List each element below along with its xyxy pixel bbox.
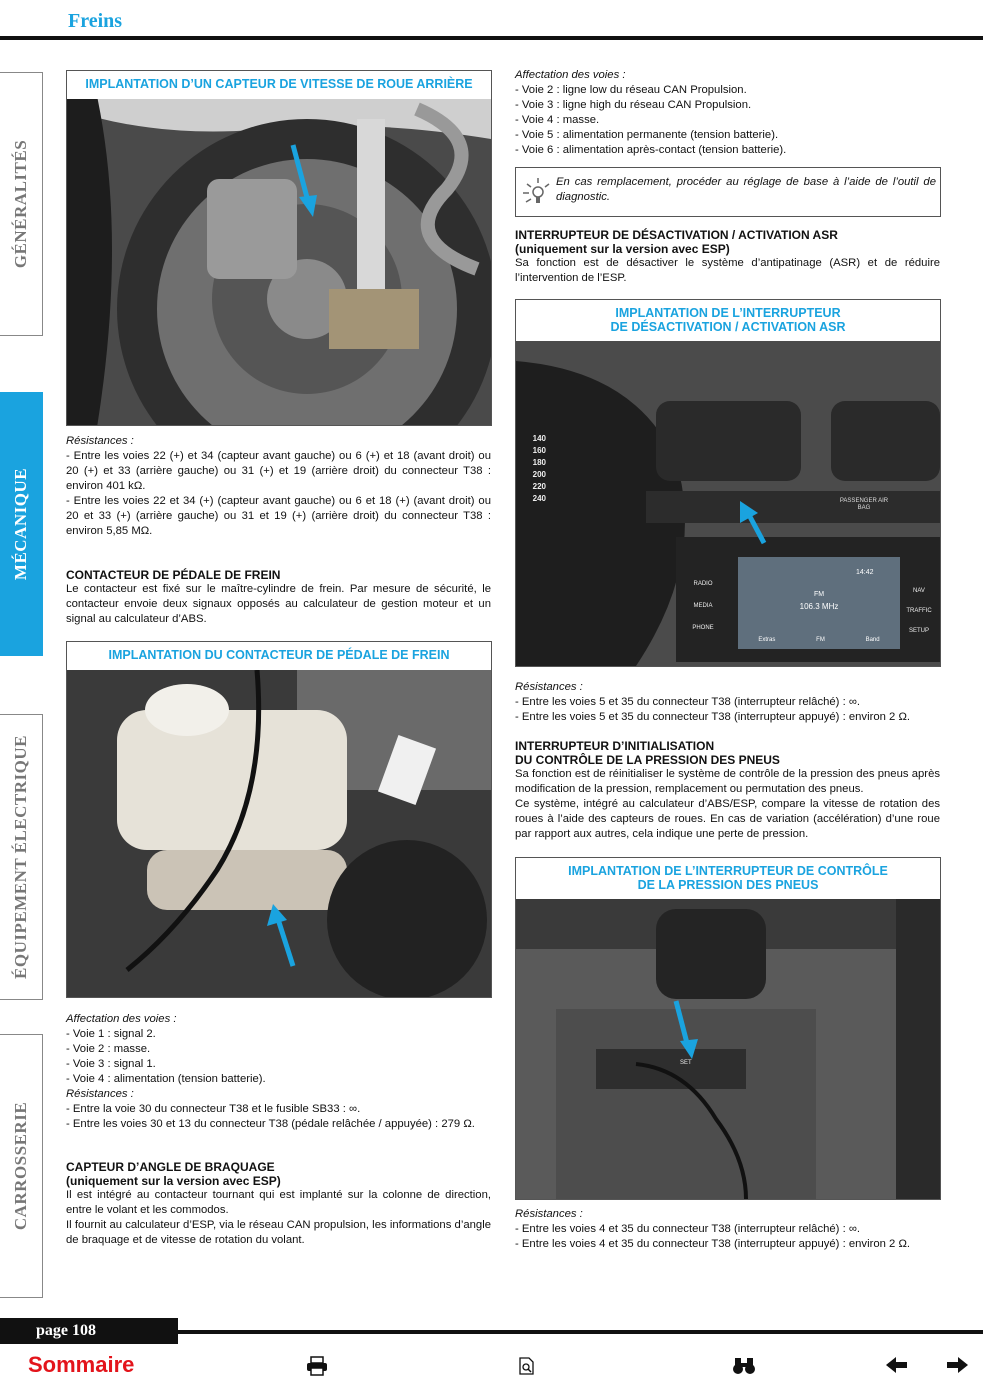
tab-mecanique[interactable] [0, 392, 43, 656]
radio-button-label: TRAFFIC [906, 608, 932, 614]
assignment-line: - Voie 1 : signal 2. [66, 1028, 156, 1040]
photo-glovebox-area [516, 899, 940, 1199]
speed-label: 240 [532, 494, 546, 503]
assignment-line: - Voie 4 : alimentation (tension batterie). [66, 1073, 266, 1085]
assignment-line: - Voie 2 : masse. [66, 1043, 151, 1055]
assignment-line: - Voie 5 : alimentation permanente (tension batterie). [515, 129, 779, 141]
tpms-set-label: SET [680, 1060, 692, 1066]
section-heading: INTERRUPTEUR DE DÉSACTIVATION / ACTIVATION ASR [515, 228, 838, 242]
radio-button-label: MEDIA [693, 603, 713, 609]
resistance-line: - Entre la voie 30 du connecteur T38 et le fusible SB33 : ∞. [66, 1103, 361, 1115]
figure-brake-pedal-switch [66, 641, 492, 998]
section-text: Il est intégré au contacteur tournant qui est implanté sur la colonne de direction, entre le volant et les commodos. [66, 1189, 491, 1216]
resistances-wheel-sensor [66, 434, 491, 539]
speed-label: 180 [532, 458, 546, 467]
arrow-right-icon[interactable] [946, 1356, 968, 1380]
section-text: Sa fonction est de réinitialiser le système de contrôle de la pression des pneus après modification de la pression, remplacement ou permutation des pneus. [515, 768, 940, 795]
assignment-label: Affectation des voies : [515, 69, 626, 81]
resistances-label: Résistances : [66, 435, 134, 447]
radio-left-buttons [686, 573, 720, 639]
wheel-sensor-assignment [515, 68, 940, 158]
screen-tabs [738, 637, 900, 643]
footer-rule [178, 1330, 983, 1334]
figure-title: IMPLANTATION D’UN CAPTEUR DE VITESSE DE ROUE ARRIÈRE [85, 77, 473, 91]
arrow-left-icon[interactable] [886, 1356, 908, 1380]
assignment-label: Affectation des voies : [66, 1013, 177, 1025]
resistance-line: - Entre les voies 22 et 34 (+) (capteur avant gauche) ou 6 et 18 (+) (avant droit) ou 20 et 33 (+) (arrière gauche) ou 31 et 19 (+) (arrière droit) du connecteur T38 : environ 5,85 MΩ. [66, 495, 491, 537]
screen-tab: FM [816, 637, 825, 643]
section-text: Le contacteur est fixé sur le maître-cylindre de frein. Par mesure de sécurité, le contacteur envoie deux signaux opposés au calculateur de gestion moteur et un signal au calculateur d’ABS. [66, 583, 491, 625]
section-tpms-switch [515, 739, 940, 842]
page-number-text: page 108 [36, 1322, 96, 1339]
resistances-label: Résistances : [66, 1088, 134, 1100]
section-heading: INTERRUPTEUR D’INITIALISATION [515, 739, 715, 753]
assignment-line: - Voie 3 : ligne high du réseau CAN Propulsion. [515, 99, 752, 111]
note-box [515, 167, 941, 217]
resistance-line: - Entre les voies 5 et 35 du connecteur T38 (interrupteur appuyé) : environ 2 Ω. [515, 711, 911, 723]
assignment-line: - Voie 4 : masse. [515, 114, 600, 126]
tab-label: CARROSSERIE [11, 1101, 30, 1231]
tab-label: GÉNÉRALITÉS [11, 139, 30, 269]
passenger-airbag-label: PASSENGER AIR BAG [839, 498, 889, 511]
page-number [0, 1318, 178, 1344]
figure-title: IMPLANTATION DU CONTACTEUR DE PÉDALE DE FREIN [108, 648, 450, 662]
assignment-line: - Voie 3 : signal 1. [66, 1058, 156, 1070]
resistance-line: - Entre les voies 5 et 35 du connecteur T38 (interrupteur relâché) : ∞. [515, 696, 861, 708]
assignment-line: - Voie 6 : alimentation après-contact (tension batterie). [515, 144, 787, 156]
photo-master-cylinder [67, 670, 491, 997]
figure-asr-switch [515, 299, 941, 667]
tab-equipement-electrique[interactable] [0, 714, 43, 1000]
note-text: En cas remplacement, procéder au réglage de base à l’aide de l’outil de diagnostic. [556, 176, 936, 203]
resistance-line: - Entre les voies 4 et 35 du connecteur T38 (interrupteur appuyé) : environ 2 Ω. [515, 1238, 911, 1250]
screen-time: 14:42 [856, 569, 874, 576]
tab-label: MÉCANIQUE [11, 467, 30, 581]
radio-button-label: SETUP [908, 628, 929, 634]
speed-label: 200 [532, 470, 546, 479]
figure-rear-wheel-sensor [66, 70, 492, 426]
section-steering-angle-sensor [66, 1160, 491, 1248]
speedometer-scale [516, 433, 546, 505]
radio-right-buttons [903, 581, 935, 641]
speed-label: 140 [532, 434, 546, 443]
radio-button-label: PHONE [692, 625, 714, 631]
resistances-asr [515, 680, 940, 725]
section-heading: CONTACTEUR DE PÉDALE DE FREIN [66, 568, 281, 582]
section-title: Freins [68, 10, 123, 32]
resistance-line: - Entre les voies 30 et 13 du connecteur T38 (pédale relâchée / appuyée) : 279 Ω. [66, 1118, 475, 1130]
tab-label: ÉQUIPEMENT ÉLECTRIQUE [11, 735, 30, 979]
figure-title [516, 300, 940, 334]
resistance-line: - Entre les voies 4 et 35 du connecteur T38 (interrupteur relâché) : ∞. [515, 1223, 861, 1235]
printer-icon[interactable] [306, 1356, 328, 1382]
screen-tab: Extras [758, 637, 776, 643]
section-heading: DU CONTRÔLE DE LA PRESSION DES PNEUS [515, 753, 780, 767]
assignment-line: - Voie 2 : ligne low du réseau CAN Propulsion. [515, 84, 747, 96]
pedal-switch-data [66, 1012, 491, 1132]
lightbulb-icon [520, 174, 550, 210]
speed-label: 160 [532, 446, 546, 455]
section-asr-switch [515, 228, 940, 286]
header-rule [0, 36, 983, 40]
screen-frequency: 106.3 MHz [799, 602, 839, 611]
section-heading: CAPTEUR D’ANGLE DE BRAQUAGE [66, 1160, 275, 1174]
figure-title-line: IMPLANTATION DE L’INTERRUPTEUR DE CONTRÔLE [568, 864, 888, 878]
section-brake-pedal-switch [66, 568, 491, 627]
radio-button-label: RADIO [693, 581, 713, 587]
section-text: Ce système, intégré au calculateur d’ABS/ESP, compare la vitesse de rotation des roues à l’aide des capteurs de roues. En cas de variation (accélération) d’une roue par rapport aux autres, cela indique une perte de pression. [515, 798, 940, 840]
radio-button-label: NAV [913, 588, 925, 594]
section-subheading: (uniquement sur la version avec ESP) [66, 1174, 281, 1188]
photo-rear-wheel [67, 99, 491, 425]
section-text: Il fournit au calculateur d’ESP, via le réseau CAN propulsion, les informations d’angle de braquage et de vitesse de rotation du volant. [66, 1219, 491, 1246]
screen-tab: Band [865, 637, 880, 643]
speed-label: 220 [532, 482, 546, 491]
section-text: Sa fonction est de désactiver le système d’antipatinage (ASR) et de réduire l’intervention de l’ESP. [515, 257, 940, 284]
tab-carrosserie[interactable] [0, 1034, 43, 1298]
sommaire-link[interactable]: Sommaire [28, 1352, 135, 1377]
tab-generalites[interactable] [0, 72, 43, 336]
figure-title [516, 858, 940, 892]
resistances-label: Résistances : [515, 681, 583, 693]
resistances-tpms [515, 1207, 940, 1252]
resistance-line: - Entre les voies 22 (+) et 34 (capteur avant gauche) ou 6 (+) et 18 (avant droit) ou 20 (+) et 33 (arrière gauche) ou 31 (+) et 19 (arrière droit) du connecteur T38 : environ 401 kΩ. [66, 450, 491, 492]
figure-title-line: IMPLANTATION DE L’INTERRUPTEUR [615, 306, 841, 320]
photo-dashboard [516, 341, 940, 666]
zoom-page-icon[interactable] [518, 1356, 536, 1382]
section-subheading: (uniquement sur la version avec ESP) [515, 242, 730, 256]
screen-band: FM [813, 591, 825, 598]
figure-title-line: DE DÉSACTIVATION / ACTIVATION ASR [610, 320, 846, 334]
resistances-label: Résistances : [515, 1208, 583, 1220]
figure-tpms-switch [515, 857, 941, 1200]
figure-title-line: DE LA PRESSION DES PNEUS [637, 878, 819, 892]
binoculars-icon[interactable] [732, 1356, 756, 1382]
